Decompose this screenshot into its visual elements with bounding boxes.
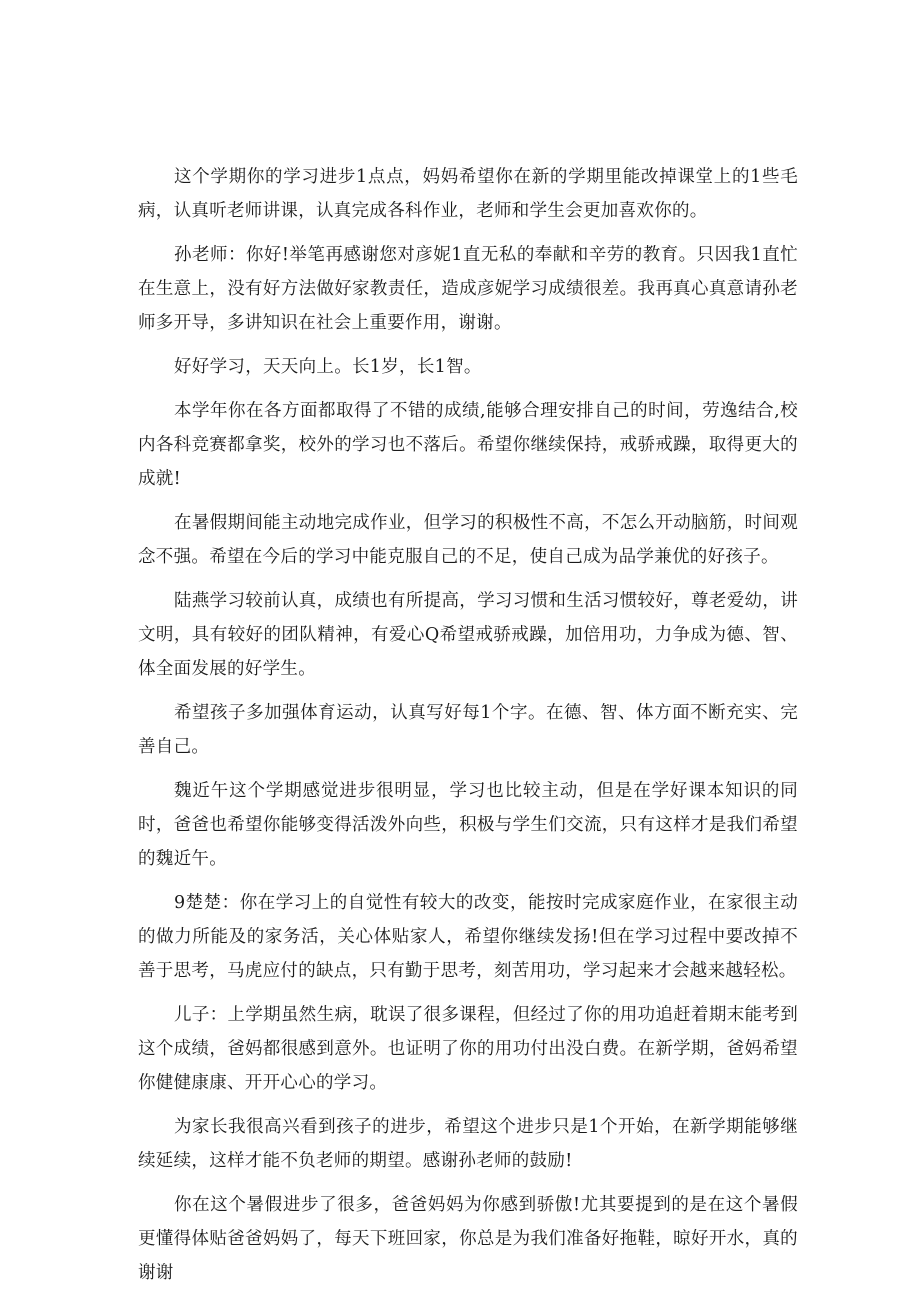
paragraph-3: 好好学习，天天向上。长1岁，长1智。 [174, 357, 482, 377]
paragraph-2: 孙老师：你好!举笔再感谢您对彦妮1直无私的奉献和辛劳的教育。只因我1直忙在生意上，没有好方法做好家教责任，造成彦妮学习成绩很差。我再真心真意请孙老师多开导，多讲知识在社会上重要作用，谢谢。 [138, 245, 798, 333]
paragraph-5: 在暑假期间能主动地完成作业，但学习的积极性不高，不怎么开动脑筋，时间观念不强。希望在今后的学习中能克服自己的不足，使自己成为品学兼优的好孩子。 [138, 513, 798, 567]
paragraph-10: 儿子：上学期虽然生病，耽误了很多课程，但经过了你的用功追赶着期末能考到这个成绩，爸妈都很感到意外。也证明了你的用功付出没白费。在新学期，爸妈希望你健健康康、开开心心的学习。 [138, 1005, 798, 1093]
paragraph-4: 本学年你在各方面都取得了不错的成绩,能够合理安排自己的时间，劳逸结合,校内各科竞赛都拿奖，校外的学习也不落后。希望你继续保持，戒骄戒躁，取得更大的成就! [138, 401, 798, 489]
paragraph-9: 9楚楚：你在学习上的自觉性有较大的改变，能按时完成家庭作业，在家很主动的做力所能及的家务活，关心体贴家人，希望你继续发扬!但在学习过程中要改掉不善于思考，马虎应付的缺点，只有勤于思考，刻苦用功，学习起来才会越来越轻松。 [138, 893, 798, 981]
paragraph-8: 魏近午这个学期感觉进步很明显，学习也比较主动，但是在学好课本知识的同时，爸爸也希望你能够变得活泼外向些，积极与学生们交流，只有这样才是我们希望的魏近午。 [138, 781, 798, 869]
paragraph-11: 为家长我很高兴看到孩子的进步，希望这个进步只是1个开始，在新学期能够继续延续，这样才能不负老师的期望。感谢孙老师的鼓励! [138, 1117, 798, 1171]
paragraph-7: 希望孩子多加强体育运动，认真写好每1个字。在德、智、体方面不断充实、完善自己。 [138, 703, 798, 757]
paragraph-1: 这个学期你的学习进步1点点，妈妈希望你在新的学期里能改掉课堂上的1些毛病，认真听老师讲课，认真完成各科作业，老师和学生会更加喜欢你的。 [138, 167, 798, 221]
paragraph-6: 陆燕学习较前认真，成绩也有所提高，学习习惯和生活习惯较好，尊老爱幼，讲文明，具有较好的团队精神，有爱心Q希望戒骄戒躁，加倍用功，力争成为德、智、体全面发展的好学生。 [138, 591, 798, 679]
document-page [138, 160, 798, 1300]
paragraph-12: 你在这个暑假进步了很多，爸爸妈妈为你感到骄傲!尤其要提到的是在这个暑假更懂得体贴爸爸妈妈了，每天下班回家，你总是为我们准备好拖鞋，晾好开水，真的谢谢 [138, 1195, 798, 1283]
